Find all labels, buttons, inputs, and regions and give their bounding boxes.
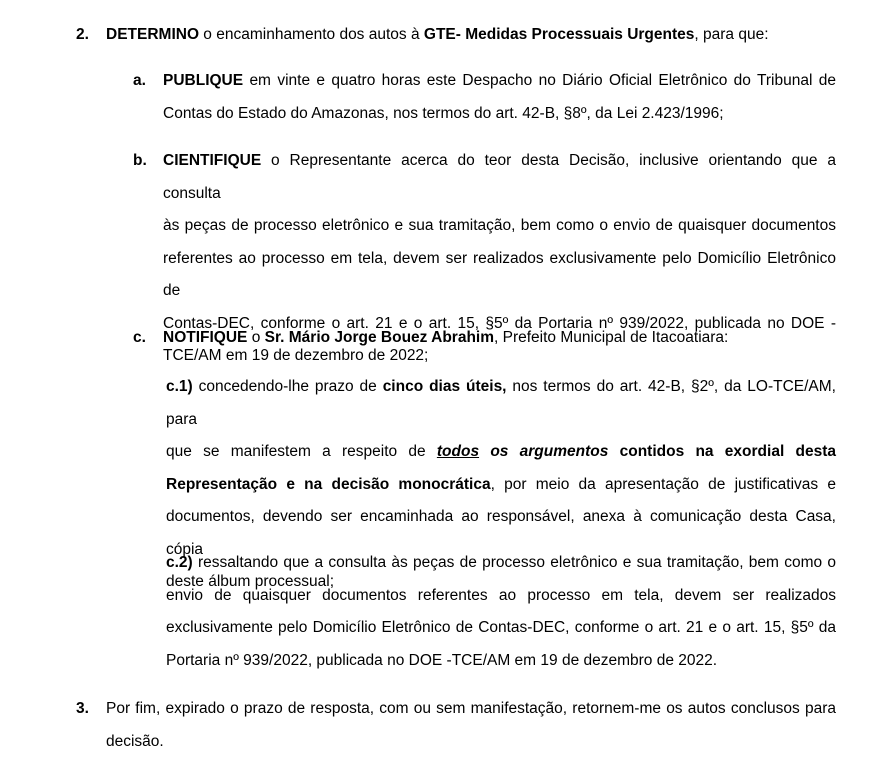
item-c2-line-2: envio de quaisquer documentos referentes ao processo em tela, devem ser realizados <box>166 580 836 613</box>
item-b-lead: CIENTIFIQUE <box>163 152 261 169</box>
item-c1-label: c.1) <box>166 378 193 395</box>
item-c1-emphasis-2: Representação e na decisão monocrática <box>166 476 491 493</box>
item-b-line-4: Contas-DEC, conforme o art. 21 e o art. 15, §5º da Portaria nº 939/2022, publicada no DOE - <box>163 308 836 341</box>
item-c-label: c. <box>133 322 146 355</box>
item-c-text-1: o <box>247 329 264 346</box>
item-c1-text-3: que se manifestem a respeito de <box>166 443 437 460</box>
item-b-line-5: TCE/AM em 19 de dezembro de 2022; <box>163 340 836 373</box>
item-3-number: 3. <box>76 693 89 726</box>
item-c1-todos: todos <box>437 443 479 460</box>
item-c-lead: NOTIFIQUE <box>163 329 247 346</box>
item-b-line-3: referentes ao processo em tela, devem ser realizados exclusivamente pelo Domicílio Eletrônico de <box>163 243 836 308</box>
item-a-label: a. <box>133 65 146 98</box>
item-b-line-2: às peças de processo eletrônico e sua tramitação, bem como o envio de quaisquer documentos <box>163 210 836 243</box>
item-c2-line-3: exclusivamente pelo Domicílio Eletrônico de Contas-DEC, conforme o art. 21 e o art. 15, §5º da <box>166 612 836 645</box>
item-c1-line-4: documentos, devendo ser encaminhada ao responsável, anexa à comunicação desta Casa, cópia <box>166 501 836 566</box>
item-c1-emphasis-1: contidos na exordial desta <box>608 443 836 460</box>
item-c2-line-4: Portaria nº 939/2022, publicada no DOE -TCE/AM em 19 de dezembro de 2022. <box>166 645 836 678</box>
item-c2-paragraph <box>166 547 836 677</box>
item-c-paragraph <box>163 322 836 355</box>
item-c2-label: c.2) <box>166 554 193 571</box>
item-3-paragraph <box>106 693 836 758</box>
item-3-line-2: decisão. <box>106 726 836 758</box>
item-c1-text-1: concedendo-lhe prazo de <box>193 378 383 395</box>
item-c-text-2: , Prefeito Municipal de Itacoatiara: <box>494 329 728 346</box>
item-3-line-1: Por fim, expirado o prazo de resposta, com ou sem manifestação, retornem-me os autos conclusos para <box>106 693 836 726</box>
item-c-name: Sr. Mário Jorge Bouez Abrahim <box>265 329 494 346</box>
item-a-line-2: Contas do Estado do Amazonas, nos termos do art. 42-B, §8º, da Lei 2.423/1996; <box>163 98 836 131</box>
item-c1-os-argumentos: os argumentos <box>479 443 608 460</box>
item-2-number: 2. <box>76 19 89 52</box>
item-2-text-1: o encaminhamento dos autos à <box>199 26 424 43</box>
item-2-lead: DETERMINO <box>106 26 199 43</box>
item-a-lead: PUBLIQUE <box>163 72 243 89</box>
item-b-line-1: o Representante acerca do teor desta Decisão, inclusive orientando que a consulta <box>163 152 836 202</box>
item-2-department: GTE- Medidas Processuais Urgentes <box>424 26 694 43</box>
item-c1-text-2: nos termos do art. 42-B, §2º, da LO-TCE/AM, para <box>166 378 836 428</box>
item-a-line-1: em vinte e quatro horas este Despacho no Diário Oficial Eletrônico do Tribunal de <box>243 72 836 89</box>
item-2-paragraph <box>106 19 846 52</box>
item-c1-deadline: cinco dias úteis, <box>383 378 507 395</box>
item-c1-text-4: , por meio da apresentação de justificativas e <box>491 476 836 493</box>
item-b-label: b. <box>133 145 147 178</box>
item-c2-line-1: ressaltando que a consulta às peças de processo eletrônico e sua tramitação, bem como o <box>193 554 836 571</box>
item-c1-line-5: deste álbum processual; <box>166 566 836 599</box>
item-2-text-2: , para que: <box>694 26 768 43</box>
item-a-paragraph <box>163 65 836 130</box>
